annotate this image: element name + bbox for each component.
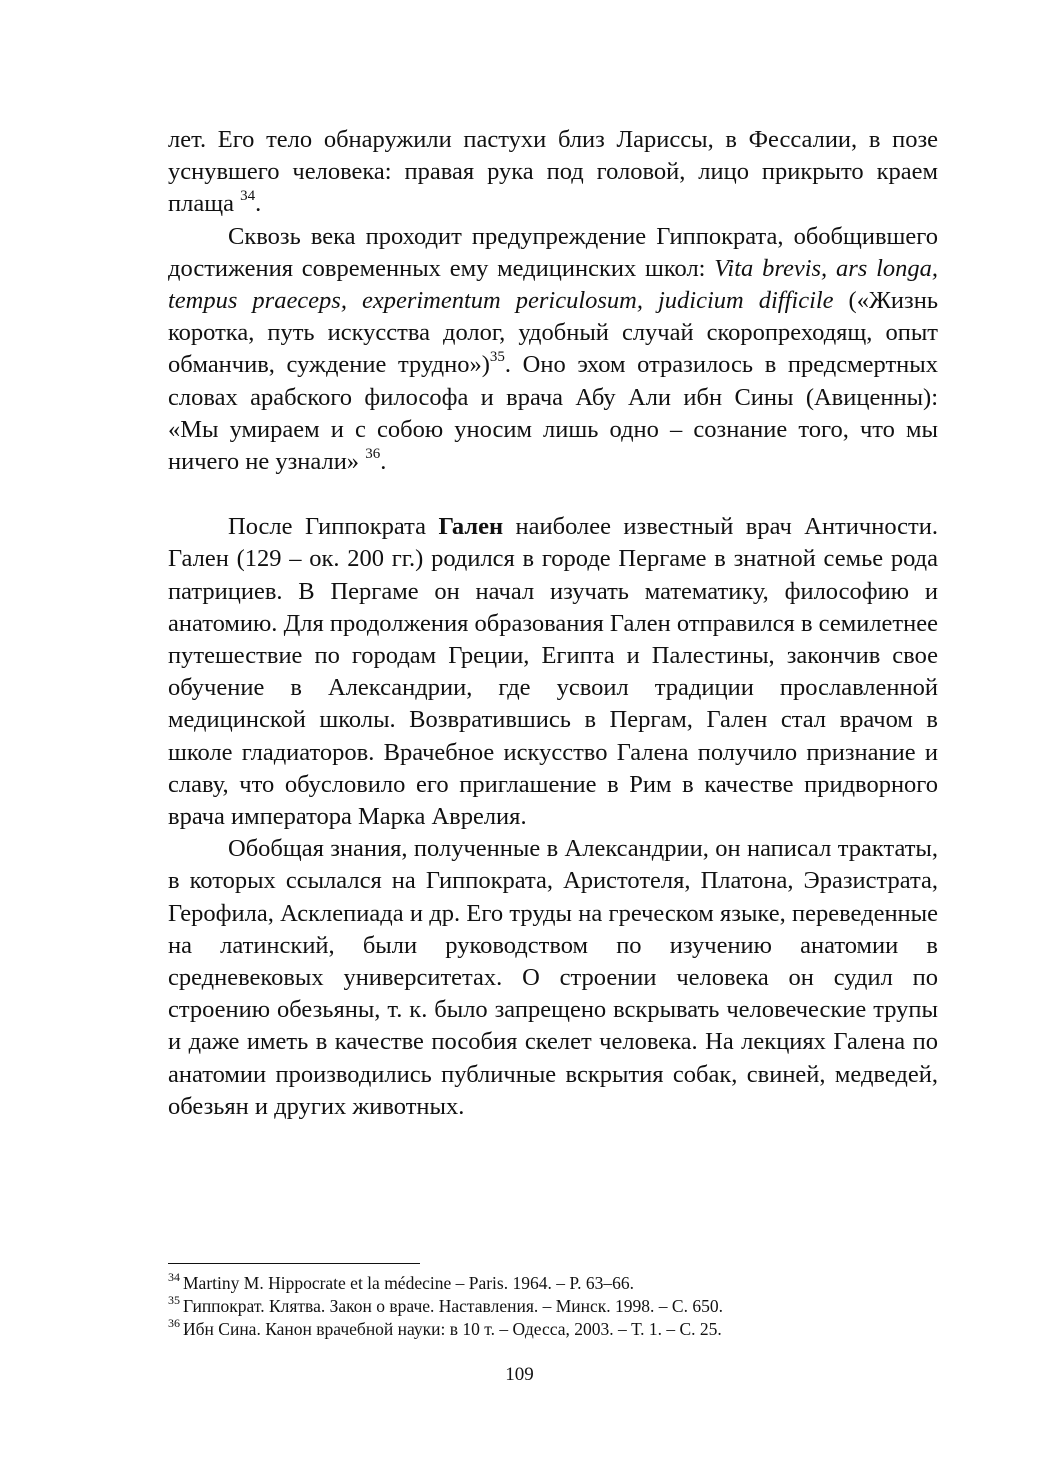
latin-aphorism: Vita brevis, ars longa, tempus praeceps, experimentum periculosum, judicium difficile (168, 254, 938, 315)
page-body (168, 124, 938, 1123)
footnote-text: Гиппократ. Клятва. Закон о враче. Наставления. – Минск. 1998. – С. 650. (183, 1296, 723, 1316)
paragraph-4 (168, 833, 938, 1123)
footnote-ref-36[interactable]: 36 (365, 445, 381, 462)
footnote-text: Ибн Сина. Канон врачебной науки: в 10 т. – Одесса, 2003. – Т. 1. – С. 25. (183, 1319, 722, 1339)
footnotes (168, 1272, 938, 1341)
paragraph-3-part-a: После Гиппократа (228, 513, 439, 541)
footnote-34 (168, 1272, 938, 1295)
paragraph-1 (168, 124, 938, 221)
galen-name-bold: Гален (438, 513, 504, 541)
footnote-35 (168, 1295, 938, 1318)
footnote-number: 36 (168, 1316, 180, 1331)
paragraph-1-end: . (255, 190, 262, 218)
paragraph-1-text: лет. Его тело обнаружили пастухи близ Лариссы, в Фессалии, в позе уснувшего человека: правая рука под головой, лицо прикрыто краем плаща (168, 126, 938, 218)
paragraph-3 (168, 511, 938, 833)
footnote-number: 35 (168, 1293, 180, 1308)
paragraph-4-text: Обобщая знания, полученные в Александрии, он написал трактаты, в которых ссылался на Гиппократа, Аристотеля, Платона, Эразистрата, Герофила, Асклепиада и др. Его труды на греческом языке, переведенные на латинский, были руководством по изучению анатомии в средневековых университетах. О строении человека он судил по строению обезьяны, т. к. было запрещено вскрывать человеческие трупы и даже иметь в качестве пособия скелет человека. На лекциях Галена по анатомии производились публичные вскрытия собак, свиней, медведей, обезьян и других животных. (168, 835, 938, 1120)
paragraph-2 (168, 221, 938, 479)
paragraph-2-part-c: . Оно эхом отразилось в предсмертных словах арабского философа и врача Абу Али ибн Сины (Авиценны): «Мы умираем и с собою уносим лишь одно – сознание того, что мы ничего не узнали» (168, 351, 938, 476)
footnote-36 (168, 1318, 938, 1341)
paragraph-2-end: . (380, 448, 387, 476)
footnote-text: Martiny M. Hippocrate et la médecine – Paris. 1964. – P. 63–66. (183, 1273, 635, 1293)
paragraph-2-part-b: («Жизнь коротка, путь искусства долог, удобный случай скоропреходящ, опыт обманчив, суждение трудно») (168, 287, 938, 379)
footnote-number: 34 (168, 1270, 180, 1285)
paragraph-2-part-a: Сквозь века проходит предупреждение Гиппократа, обобщившего достижения современных ему медицинских школ: (168, 222, 938, 282)
footnote-separator (168, 1263, 420, 1264)
page-number: 109 (505, 1364, 534, 1385)
footnote-ref-35[interactable]: 35 (489, 349, 505, 366)
footnote-ref-34[interactable]: 34 (240, 188, 256, 205)
paragraph-3-part-b: наиболее известный врач Античности. Гален (129 – ок. 200 гг.) родился в городе Пергаме в знатной семье рода патрициев. В Пергаме он начал изучать математику, философию и анатомию. Для продолжения образования Гален отправился в семилетнее путешествие по городам Греции, Египта и Палестины, закончив свое обучение в Александрии, где усвоил традиции прославленной медицинской школы. Возвратившись в Пергам, Гален стал врачом в школе гладиаторов. Врачебное искусство Галена получило признание и славу, что обусловило его приглашение в Рим в качестве придворного врача императора Марка Аврелия. (168, 513, 938, 831)
